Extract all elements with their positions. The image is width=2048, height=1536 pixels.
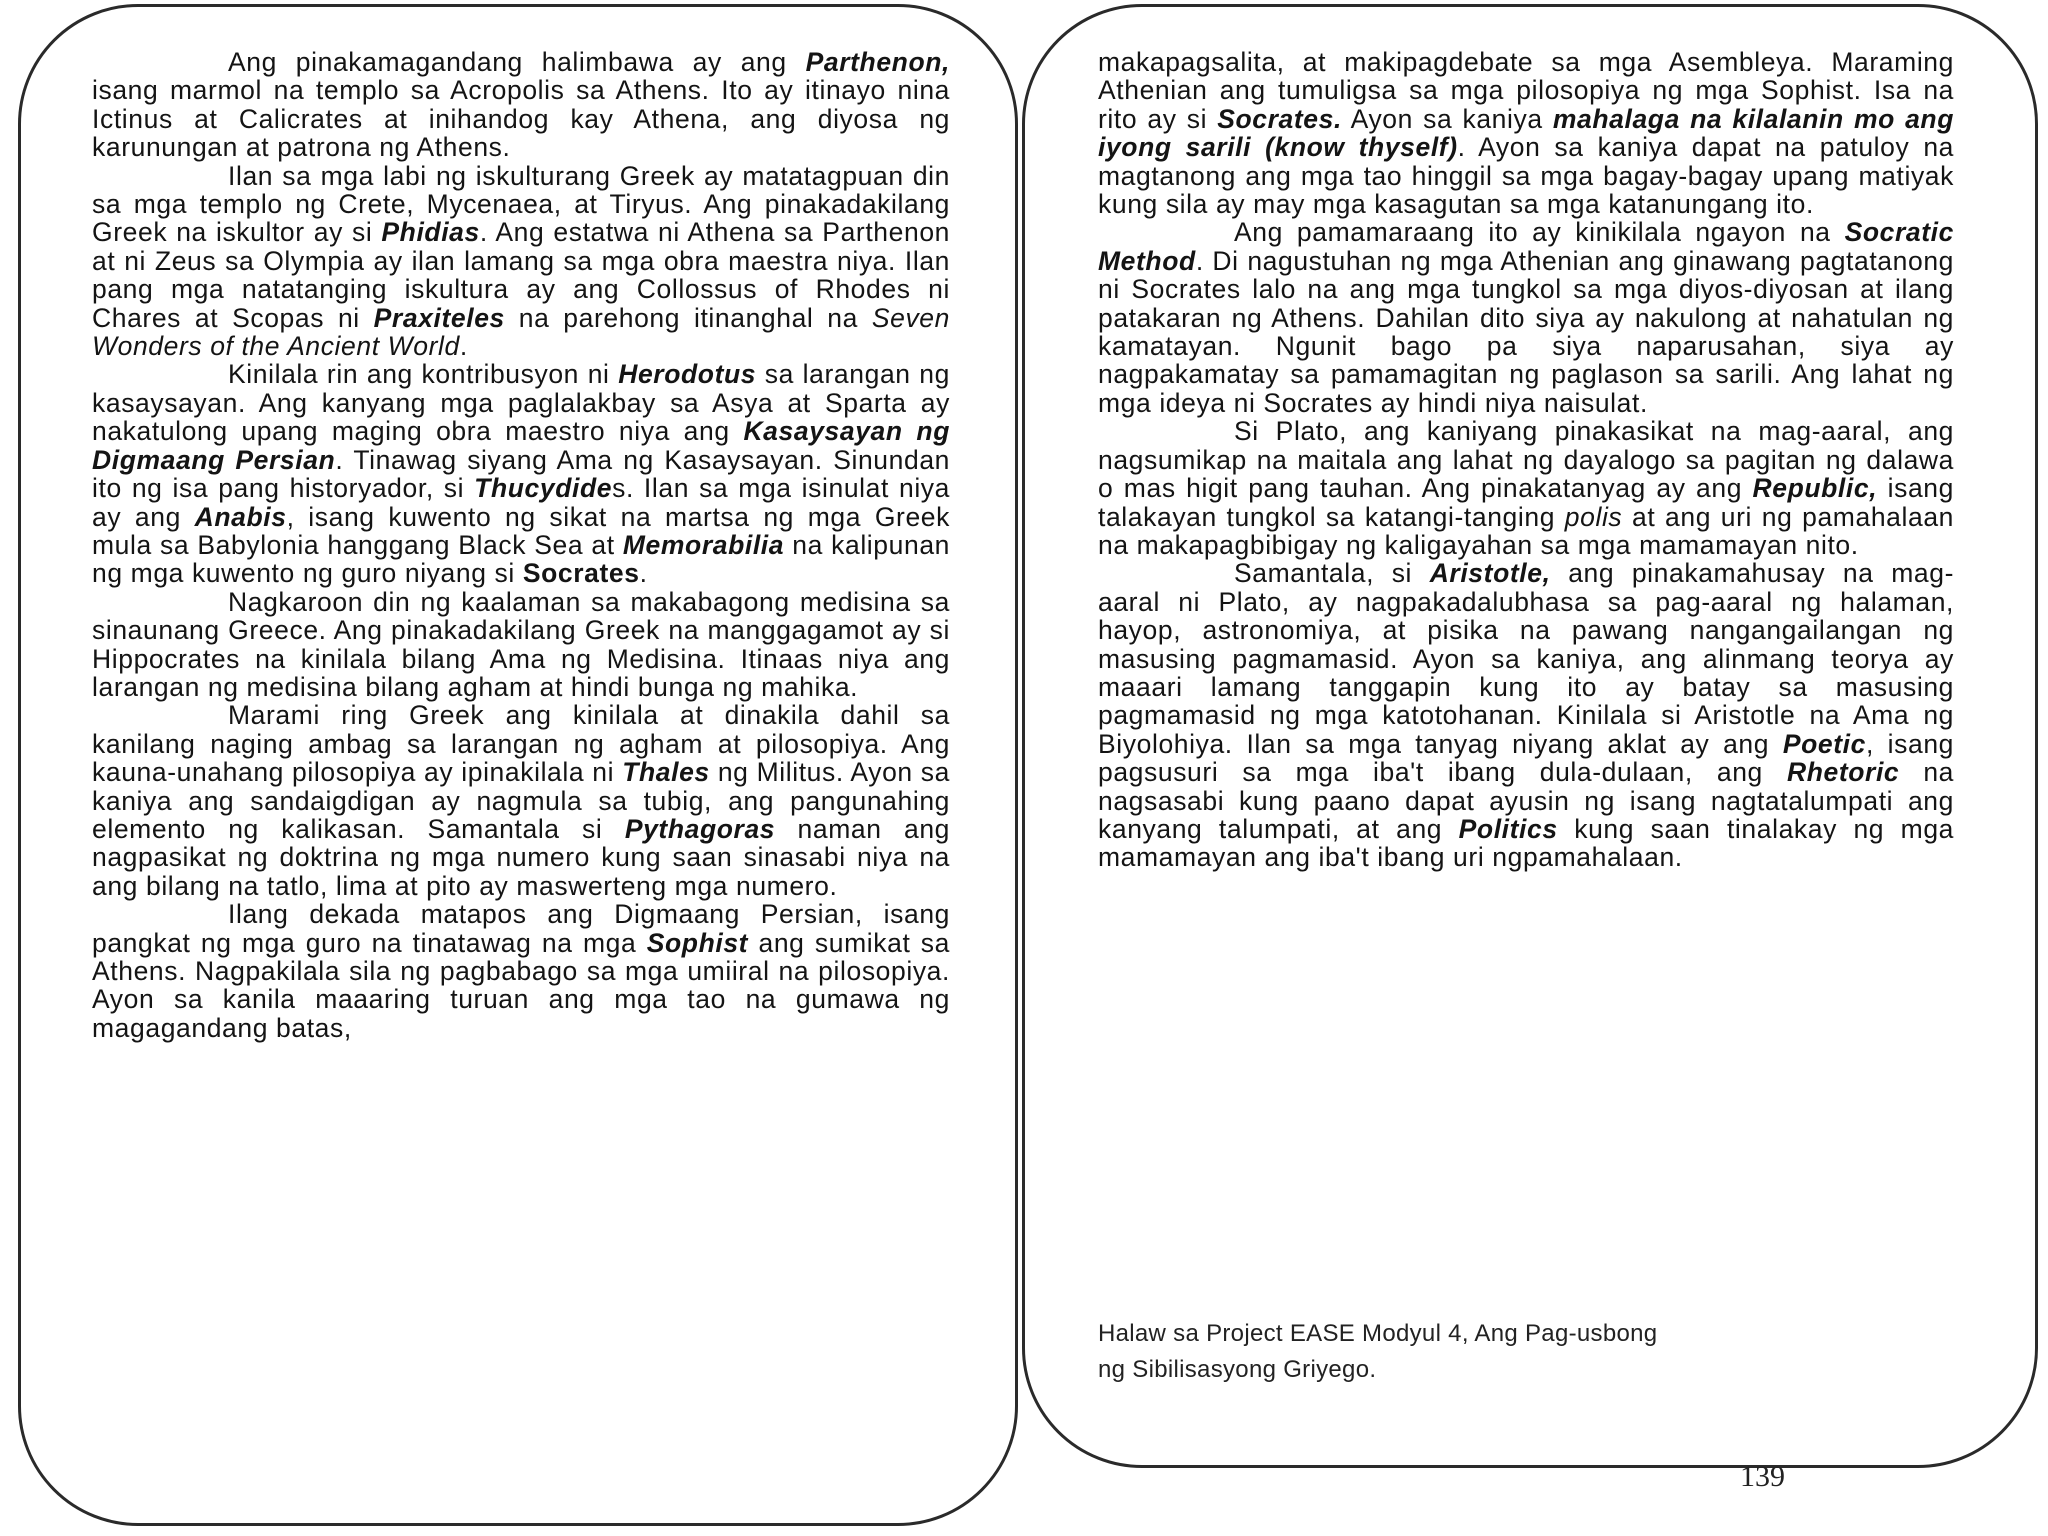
text-run: Si Plato, ang kaniyang pinakasikat na mag-aaral, ang nagsumikap na maitala ang lahat ng dayalogo sa pagitan ng dalawa o mas higit pang tauhan. Ang pinakatanyag ay ang — [1098, 416, 1954, 504]
paragraph-socratic-method — [1098, 218, 1954, 417]
source-line: Halaw sa Project EASE Modyul 4, Ang Pag-usbong — [1098, 1320, 1658, 1347]
text-run: . Ang estatwa ni Athena sa Parthenon at ni Zeus sa Olympia ay ilan lamang sa mga obra maestra niya. Ilan pang mga natatanging iskultura ay ang Collossus of Rhodes ni Chares at Scopas ni — [92, 217, 950, 333]
text-run: makapagsalita, at makipagdebate sa mga Asembleya. Maraming Athenian ang tumuligsa sa mga pilosopiya ng mga Sophist. Isa na rito ay si — [1098, 47, 1954, 134]
text-run: . — [459, 331, 468, 362]
text-run: Ilang dekada matapos ang Digmaang Persian, isang pangkat ng mga guro na tinatawag na mga — [92, 899, 950, 958]
text-run: . Ayon sa kaniya dapat na patuloy na magtanong ang mga tao hinggil sa mga bagay-bagay upang matiyak kung sila ay may mga kasagutan sa mga katanungang ito. — [1098, 132, 1954, 220]
text-run: Ilan sa mga labi ng iskulturang Greek ay matatagpuan din sa mga templo ng Crete, Mycenaea, at Tiryus. Ang pinakadakilang Greek na iskultor ay si — [92, 160, 950, 248]
italic-term: polis — [1564, 501, 1623, 532]
text-run: ng Militus. Ayon sa kaniya ang sandaigdigan ay nagmula sa tubig, ang pangunahing elemento ng kalikasan. Samantala si — [92, 757, 950, 844]
text-run: na nagsasabi kung paano dapat ayusin ng isang nagtatalumpati ang kanyang talumpati, at ang — [1098, 757, 1954, 844]
paragraph-plato — [1098, 417, 1954, 559]
right-text-column — [1098, 48, 1954, 872]
text-run: Ang pinakamagandang halimbawa ay ang — [228, 47, 806, 77]
text-run: Ang pamamaraang ito ay kinikilala ngayon na — [1234, 217, 1845, 248]
emphasis-term: Thucydide — [474, 473, 613, 504]
emphasis-term: Praxiteles — [373, 302, 505, 333]
emphasis-term: Socratic Method — [1098, 217, 1954, 276]
emphasis-term: Republic, — [1752, 473, 1878, 504]
text-run: Ayon sa kaniya — [1341, 103, 1553, 134]
text-run: , isang pagsusuri sa mga iba't ibang dula-dulaan, ang — [1098, 728, 1954, 788]
text-run: Kinilala rin ang kontribusyon ni — [228, 359, 619, 390]
page-number: 139 — [1740, 1460, 1785, 1493]
italic-term: Seven Wonders of the Ancient World — [92, 302, 950, 362]
emphasis-term: Sophist — [646, 927, 749, 958]
text-run: . Tinawag siyang Ama ng Kasaysayan. Sinundan ito ng isa pang historyador, si — [92, 444, 950, 504]
emphasis-term: Rhetoric — [1786, 757, 1900, 788]
emphasis-term: Kasaysayan ng Digmaang Persian — [92, 416, 950, 475]
text-run: s. Ilan sa mga isinulat niya ay ang — [92, 473, 950, 532]
paragraph-herodotus — [92, 360, 950, 587]
text-run: , isang kuwento ng sikat na martsa ng mga Greek mula sa Babylonia hanggang Black Sea at — [92, 501, 950, 560]
source-citation — [1098, 1316, 1958, 1388]
emphasis-term: Herodotus — [618, 359, 757, 390]
text-run: kung saan tinalakay ng mga mamamayan ang iba't ibang uri ngpamahalaan. — [1098, 813, 1954, 873]
text-run: na parehong itinanghal na — [504, 302, 872, 333]
text-run: isang marmol na templo sa Acropolis sa Athens. Ito ay itinayo nina Ictinus at Calicrates at inihandog kay Athena, ang diyosa ng karunungan at patrona ng Athens. — [92, 75, 950, 163]
text-run: na kalipunan ng mga kuwento ng guro niyang si — [92, 529, 950, 589]
emphasis-term: Pythagoras — [624, 813, 776, 844]
emphasis-term: Anabis — [194, 501, 287, 532]
emphasis-term: Phidias — [381, 217, 480, 248]
text-run: ang sumikat sa Athens. Nagpakilala sila ng pagbabago sa mga umiiral na pilosopiya. Ayon sa kanila maaaring turuan ang mga tao na gumawa ng magagandang batas, — [92, 927, 950, 1043]
paragraph-aristotle — [1098, 559, 1954, 871]
emphasis-term: Politics — [1458, 813, 1558, 844]
text-run: . — [639, 558, 648, 589]
paragraph-socrates — [1098, 48, 1954, 218]
text-run: isang talakayan tungkol sa katangi-tanging — [1098, 473, 1954, 532]
paragraph-philosophy — [92, 701, 950, 900]
emphasis-term: Memorabilia — [622, 529, 785, 560]
emphasis-term: Socrates — [522, 558, 640, 589]
source-line: ng Sibilisasyong Griyego. — [1098, 1356, 1377, 1383]
text-run: naman ang nagpasikat ng doktrina ng mga numero kung saan sinasabi niya na ang bilang na tatlo, lima at pito ay maswerteng mga numero. — [92, 813, 950, 901]
text-run: ang pinakamahusay na mag-aaral ni Plato, ay nagpakadalubhasa sa pag-aaral ng halaman, hayop, astronomiya, at pisika na pawang nangangailangan ng masusing pagmamasid. Ayon sa kaniya, ang alinmang teorya ay maaari lamang tanggapin kung ito ay batay sa masusing pagmamasid ng mga katotohanan. Kinilala si Aristotle na Ama ng Biyolohiya. Ilan sa mga tanyag niyang aklat ay ang — [1098, 558, 1954, 759]
paragraph-medicine — [92, 588, 950, 702]
emphasis-term: Thales — [622, 757, 710, 788]
emphasis-term: Socrates. — [1217, 103, 1342, 134]
text-run: Samantala, si — [1234, 558, 1430, 589]
left-text-column — [92, 48, 950, 1042]
text-run: at ang uri ng pamahalaan na makapagbibigay ng kaligayahan sa mga mamamayan nito. — [1098, 501, 1955, 560]
emphasis-term: Poetic — [1782, 728, 1866, 759]
text-run: . Di nagustuhan ng mga Athenian ang ginawang pagtatanong ni Socrates lalo na ang mga tungkol sa mga diyos-diyosan at ilang patakaran ng Athens. Dahilan dito siya ay nakulong at nahatulan ng kamatayan. Ngunit bago pa siya naparusahan, siya ay nagpakamatay sa pamamagitan ng paglason sa sarili. Ang lahat ng mga ideya ni Socrates ay hindi niya naisulat. — [1098, 245, 1954, 418]
text-run: Nagkaroon din ng kaalaman sa makabagong medisina sa sinaunang Greece. Ang pinakadakilang Greek na manggagamot ay si Hippocrates na kinilala bilang Ama ng Medisina. Itinaas niya ang larangan ng medisina bilang agham at hindi bunga ng mahika. — [92, 586, 950, 702]
paragraph-sophists — [92, 900, 950, 1042]
text-run: sa larangan ng kasaysayan. Ang kanyang mga paglalakbay sa Asya at Sparta ay nakatulong upang maging obra maestro niya ang — [92, 359, 950, 447]
emphasis-term: mahalaga na kilalanin mo ang iyong sarili (know thyself) — [1098, 103, 1954, 163]
text-run: Marami ring Greek ang kinilala at dinakila dahil sa kanilang naging ambag sa larangan ng agham at pilosopiya. Ang kauna-unahang pilosopiya ay ipinakilala ni — [92, 700, 950, 788]
emphasis-term: Parthenon, — [805, 47, 950, 77]
emphasis-term: Aristotle, — [1429, 558, 1551, 589]
paragraph-sculpture — [92, 162, 950, 361]
paragraph-parthenon — [92, 48, 950, 162]
